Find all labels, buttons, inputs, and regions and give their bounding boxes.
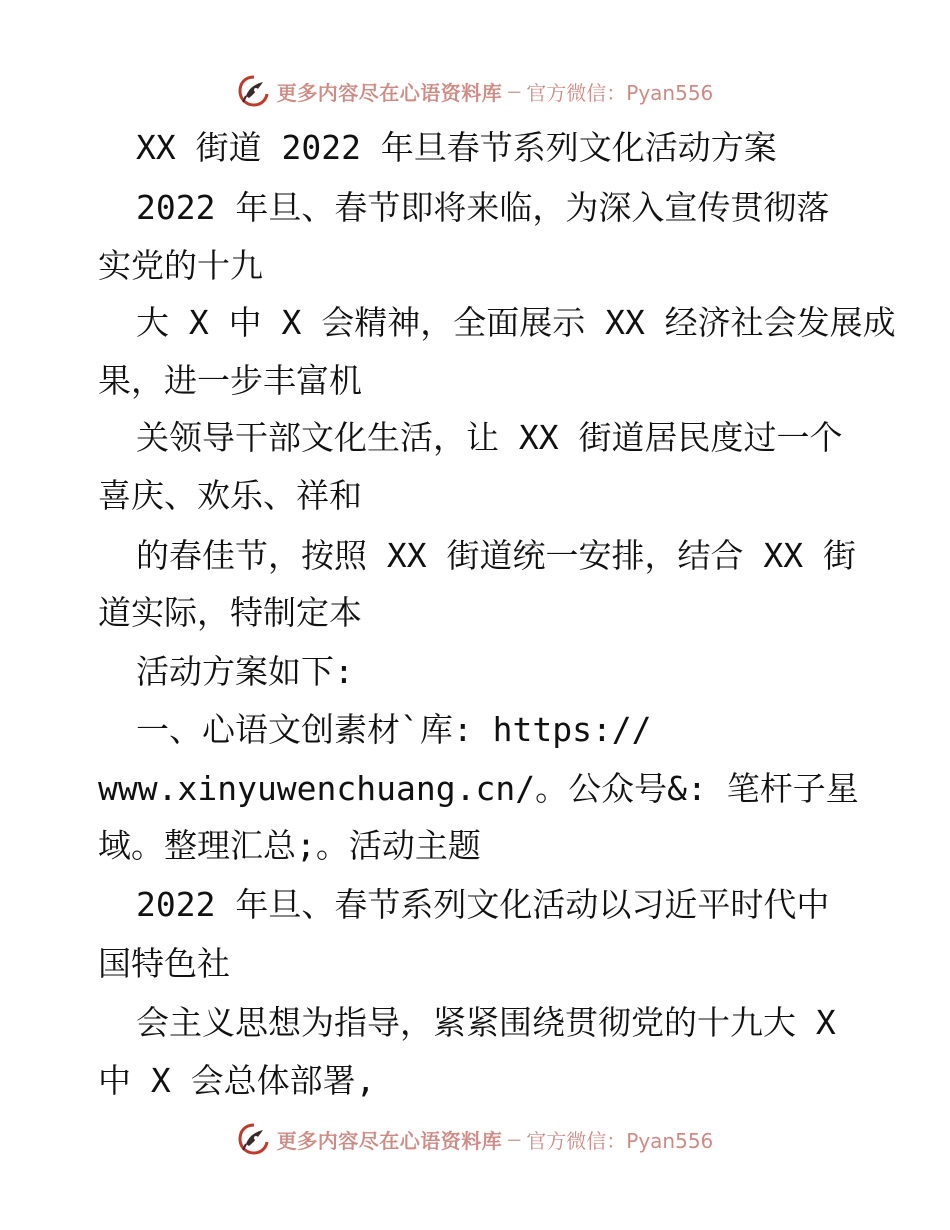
doc-line: 大 X 中 X 会精神，全面展示 XX 经济社会发展成 (136, 303, 896, 342)
banner-contact: 官方微信：Pyan556 (526, 1128, 714, 1153)
doc-line: 喜庆、欢乐、祥和 (98, 476, 362, 515)
doc-line: 会主义思想为指导，紧紧围绕贯彻党的十九大 X (136, 1003, 836, 1042)
pen-nib-swirl-icon (237, 1122, 271, 1156)
header-banner (0, 71, 950, 111)
doc-line: 果，进一步丰富机 (98, 361, 362, 400)
footer-banner (0, 1119, 950, 1159)
doc-line: 中 X 会总体部署, (98, 1061, 376, 1100)
banner-separator: — (508, 79, 521, 103)
doc-line: www.xinyuwenchuang.cn/。公众号&: 笔杆子星 (98, 769, 859, 808)
doc-line: 2022 年旦、春节即将来临，为深入宣传贯彻落 (136, 188, 830, 227)
banner-separator: — (508, 1127, 521, 1151)
banner-title: 更多内容尽在心语资料库 (276, 1128, 503, 1153)
banner-title: 更多内容尽在心语资料库 (276, 80, 503, 105)
doc-line: 道实际，特制定本 (98, 593, 362, 632)
doc-line: 域。整理汇总;。活动主题 (98, 826, 481, 865)
doc-line: 活动方案如下: (136, 652, 354, 691)
banner-contact: 官方微信：Pyan556 (526, 80, 714, 105)
doc-line: 的春佳节，按照 XX 街道统一安排，结合 XX 街 (136, 536, 856, 575)
doc-line: 2022 年旦、春节系列文化活动以习近平时代中 (136, 885, 830, 924)
doc-line: 国特色社 (98, 944, 230, 983)
doc-title: XX 街道 2022 年旦春节系列文化活动方案 (136, 128, 777, 167)
doc-line: 一、心语文创素材`库: https:// (136, 710, 652, 749)
doc-line: 实党的十九 (98, 246, 263, 285)
pen-nib-swirl-icon (237, 74, 271, 108)
doc-line: 关领导干部文化生活，让 XX 街道居民度过一个 (136, 418, 843, 457)
